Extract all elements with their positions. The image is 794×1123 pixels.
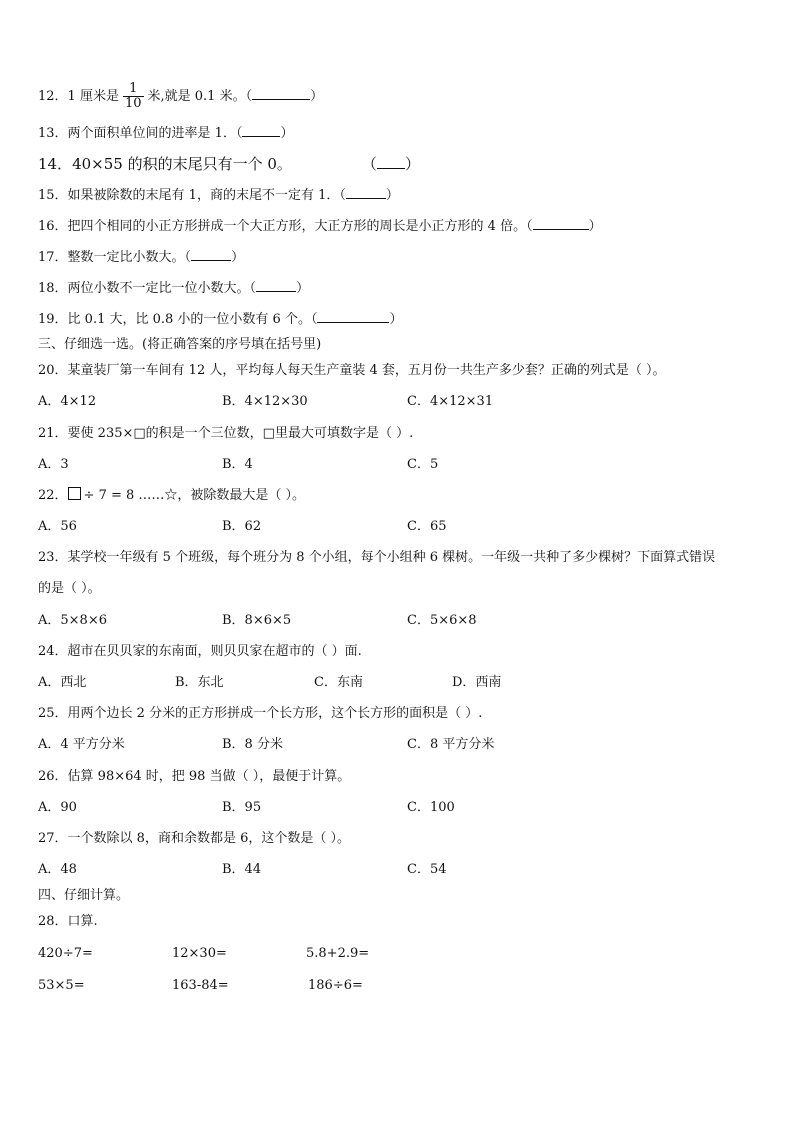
question-number: 14． xyxy=(38,155,73,173)
calc-item: 163-84= xyxy=(172,978,229,993)
question-text: ） xyxy=(385,188,399,203)
question-text: 把四个相同的小正方形拼成一个大正方形，大正方形的周长是小正方形的 4 倍。（ xyxy=(67,219,533,234)
option-c[interactable]: C．65 xyxy=(407,519,447,534)
option-a[interactable]: A．3 xyxy=(38,457,69,472)
question-23: 23．某学校一年级有 5 个班级，每个班分为 8 个小组，每个小组种 6 棵树。一年级一共种了多少棵树？下面算式错误 xyxy=(38,550,716,565)
option-c[interactable]: C．54 xyxy=(407,862,447,877)
question-number: 22． xyxy=(38,488,68,503)
question-text: ） xyxy=(404,155,420,173)
answer-blank[interactable] xyxy=(346,186,386,199)
blank-box xyxy=(68,487,81,500)
question-text: （ xyxy=(361,155,377,173)
option-b[interactable]: B．4 xyxy=(222,457,253,472)
calc-item: 186÷6= xyxy=(308,978,363,993)
question-text: ） xyxy=(588,219,602,234)
question-number: 13． xyxy=(38,126,68,141)
option-b[interactable]: B．44 xyxy=(222,862,262,877)
option-c[interactable]: C．4×12×31 xyxy=(407,394,494,409)
question-text: ） xyxy=(280,126,294,141)
question-text: ） xyxy=(296,281,310,296)
question-text: ） xyxy=(231,250,245,265)
question-16 xyxy=(38,217,602,236)
option-b[interactable]: B．95 xyxy=(222,800,262,815)
question-12 xyxy=(38,82,323,111)
option-a[interactable]: A．4 平方分米 xyxy=(38,737,125,752)
answer-blank[interactable] xyxy=(377,156,405,169)
question-22 xyxy=(38,487,305,505)
option-d[interactable]: D．西南 xyxy=(452,675,502,690)
section-heading-3: 三、仔细选一选。(将正确答案的序号填在括号里) xyxy=(38,337,322,352)
calc-item: 5.8+2.9= xyxy=(306,946,370,961)
question-28: 28．口算. xyxy=(38,914,98,929)
question-24: 24．超市在贝贝家的东南面，则贝贝家在超市的（ ）面. xyxy=(38,644,362,659)
section-heading-4: 四、仔细计算。 xyxy=(38,888,130,903)
answer-blank[interactable] xyxy=(317,310,389,323)
question-13 xyxy=(38,124,293,143)
question-text: ） xyxy=(389,312,403,327)
question-number: 12． xyxy=(38,89,68,104)
question-21: 21．要使 235×□的积是一个三位数，□里最大可填数字是（ ）. xyxy=(38,426,414,441)
question-number: 19． xyxy=(38,312,68,327)
calc-item: 420÷7= xyxy=(38,946,93,961)
question-text: 米,就是 0.1 米。（ xyxy=(147,89,253,104)
question-20: 20．某童装厂第一车间有 12 人，平均每人每天生产童装 4 套，五月份一共生产多少套？正确的列式是（ ）。 xyxy=(38,363,666,378)
fraction-numerator: 1 xyxy=(123,82,144,97)
option-b[interactable]: B．8×6×5 xyxy=(222,613,292,628)
fraction xyxy=(123,82,144,111)
option-a[interactable]: A．西北 xyxy=(38,675,87,690)
option-c[interactable]: C．8 平方分米 xyxy=(407,737,495,752)
calc-item: 53×5= xyxy=(38,978,85,993)
question-25: 25．用两个边长 2 分米的正方形拼成一个长方形，这个长方形的面积是（ ）. xyxy=(38,706,483,721)
question-27: 27．一个数除以 8，商和余数都是 6，这个数是（ ）。 xyxy=(38,831,350,846)
option-a[interactable]: A．48 xyxy=(38,862,77,877)
option-c[interactable]: C．100 xyxy=(407,800,455,815)
question-text: 两位小数不一定比一位小数大。（ xyxy=(67,281,257,296)
answer-blank[interactable] xyxy=(242,124,280,137)
option-a[interactable]: A．90 xyxy=(38,800,77,815)
option-a[interactable]: A．5×8×6 xyxy=(38,613,107,628)
question-23-continued: 的是（ ）。 xyxy=(38,581,101,596)
question-number: 15． xyxy=(38,188,68,203)
question-text: 比 0.1 大，比 0.8 小的一位小数有 6 个。（ xyxy=(67,312,318,327)
question-14 xyxy=(38,155,420,173)
fraction-denominator: 10 xyxy=(124,96,142,111)
question-number: 17． xyxy=(38,250,68,265)
question-17 xyxy=(38,248,244,267)
question-text: ÷ 7 = 8 ……☆，被除数最大是（ ）。 xyxy=(83,488,306,503)
question-text: ） xyxy=(310,89,324,104)
question-18 xyxy=(38,279,309,298)
option-b[interactable]: B．东北 xyxy=(175,675,224,690)
option-b[interactable]: B．8 分米 xyxy=(222,737,283,752)
option-c[interactable]: C．5×6×8 xyxy=(407,613,477,628)
question-number: 18． xyxy=(38,281,68,296)
answer-blank[interactable] xyxy=(256,279,296,292)
answer-blank[interactable] xyxy=(252,87,310,100)
option-c[interactable]: C．5 xyxy=(407,457,439,472)
question-19 xyxy=(38,310,402,329)
question-text: 40×55 的积的末尾只有一个 0。 xyxy=(72,155,292,173)
question-text: 整数一定比小数大。（ xyxy=(67,250,192,265)
option-a[interactable]: A．56 xyxy=(38,519,77,534)
option-c[interactable]: C．东南 xyxy=(314,675,363,690)
question-text: 如果被除数的末尾有 1，商的末尾不一定有 1．（ xyxy=(67,188,346,203)
question-26: 26．估算 98×64 时，把 98 当做（ ），最便于计算。 xyxy=(38,769,351,784)
calc-item: 12×30= xyxy=(172,946,227,961)
option-a[interactable]: A．4×12 xyxy=(38,394,97,409)
answer-blank[interactable] xyxy=(191,248,231,261)
question-15 xyxy=(38,186,399,205)
answer-blank[interactable] xyxy=(533,217,589,230)
question-text: 1 厘米是 xyxy=(67,89,119,104)
option-b[interactable]: B．4×12×30 xyxy=(222,394,308,409)
question-number: 16． xyxy=(38,219,68,234)
option-b[interactable]: B．62 xyxy=(222,519,262,534)
question-text: 两个面积单位间的进率是 1．（ xyxy=(67,126,243,141)
